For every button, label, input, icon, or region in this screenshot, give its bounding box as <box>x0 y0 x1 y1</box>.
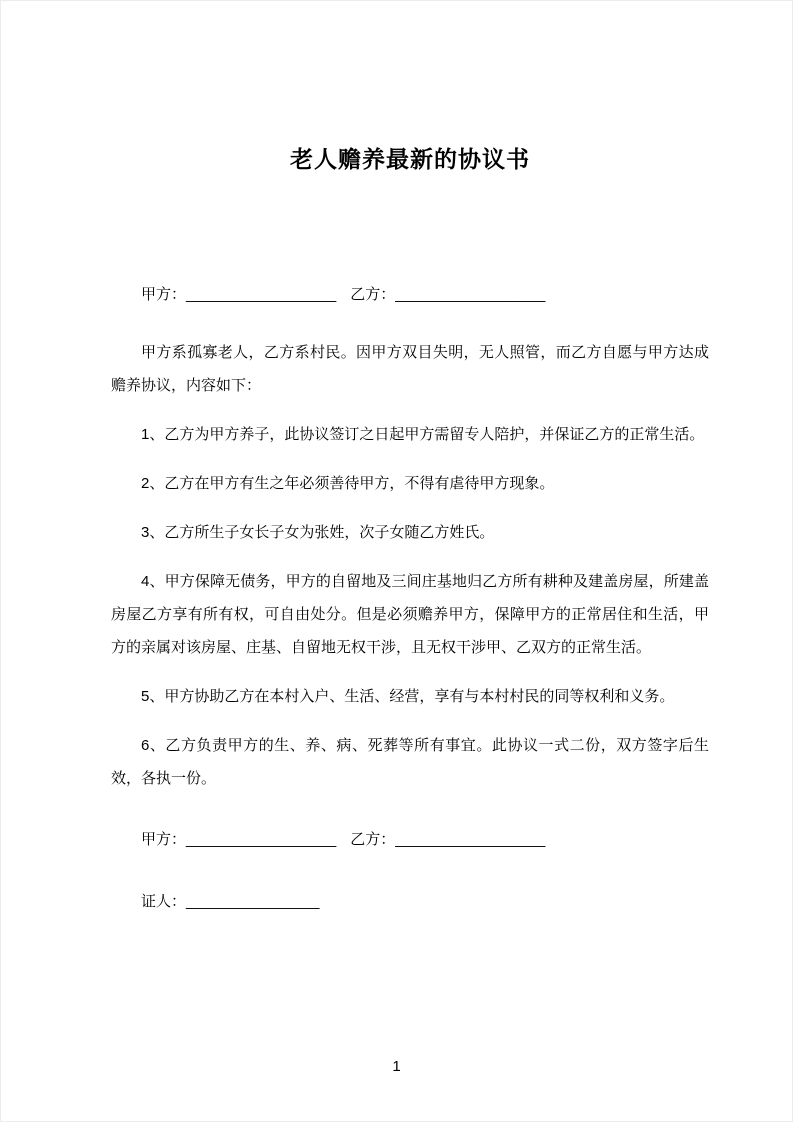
header-party-b-blank: __________________ <box>395 286 546 303</box>
header-parties-line <box>111 284 709 306</box>
signature-party-a-label: 甲方： <box>141 831 187 848</box>
signature-party-b-blank: __________________ <box>395 831 546 848</box>
witness-line <box>111 891 709 913</box>
signature-party-a-blank: __________________ <box>186 831 337 848</box>
clause-4: 4、甲方保障无债务，甲方的自留地及三间庄基地归乙方所有耕种及建盖房屋，所建盖房屋乙方享有所有权，可自由处分。但是必须赡养甲方，保障甲方的正常居住和生活，甲方的亲属对该房屋、庄基、自留地无权干涉，且无权干涉甲、乙双方的正常生活。 <box>111 573 709 656</box>
header-party-b-label: 乙方： <box>350 286 396 303</box>
page-number: 1 <box>392 1058 401 1075</box>
clause-3: 3、乙方所生子女长子女为张姓，次子女随乙方姓氏。 <box>141 524 495 541</box>
signature-party-b-label: 乙方： <box>350 831 396 848</box>
witness-label: 证人： <box>141 893 187 910</box>
clause-2: 2、乙方在甲方有生之年必须善待甲方，不得有虐待甲方现象。 <box>141 475 555 492</box>
intro-paragraph: 甲方系孤寡老人，乙方系村民。因甲方双目失明，无人照管，而乙方自愿与甲方达成赡养协议，内容如下： <box>111 344 709 394</box>
signature-parties-line <box>111 829 709 851</box>
clause-1: 1、乙方为甲方养子，此协议签订之日起甲方需留专人陪护，并保证乙方的正常生活。 <box>141 426 705 443</box>
clause-5: 5、甲方协助乙方在本村入户、生活、经营，享有与本村村民的同等权利和义务。 <box>141 688 675 705</box>
witness-blank: ________________ <box>186 893 320 910</box>
header-party-a-blank: __________________ <box>186 286 337 303</box>
header-party-a-label: 甲方： <box>141 286 187 303</box>
document-title: 老人赡养最新的协议书 <box>290 146 530 172</box>
clause-6: 6、乙方负责甲方的生、养、病、死葬等所有事宜。此协议一式二份，双方签字后生效，各执一份。 <box>111 737 709 787</box>
